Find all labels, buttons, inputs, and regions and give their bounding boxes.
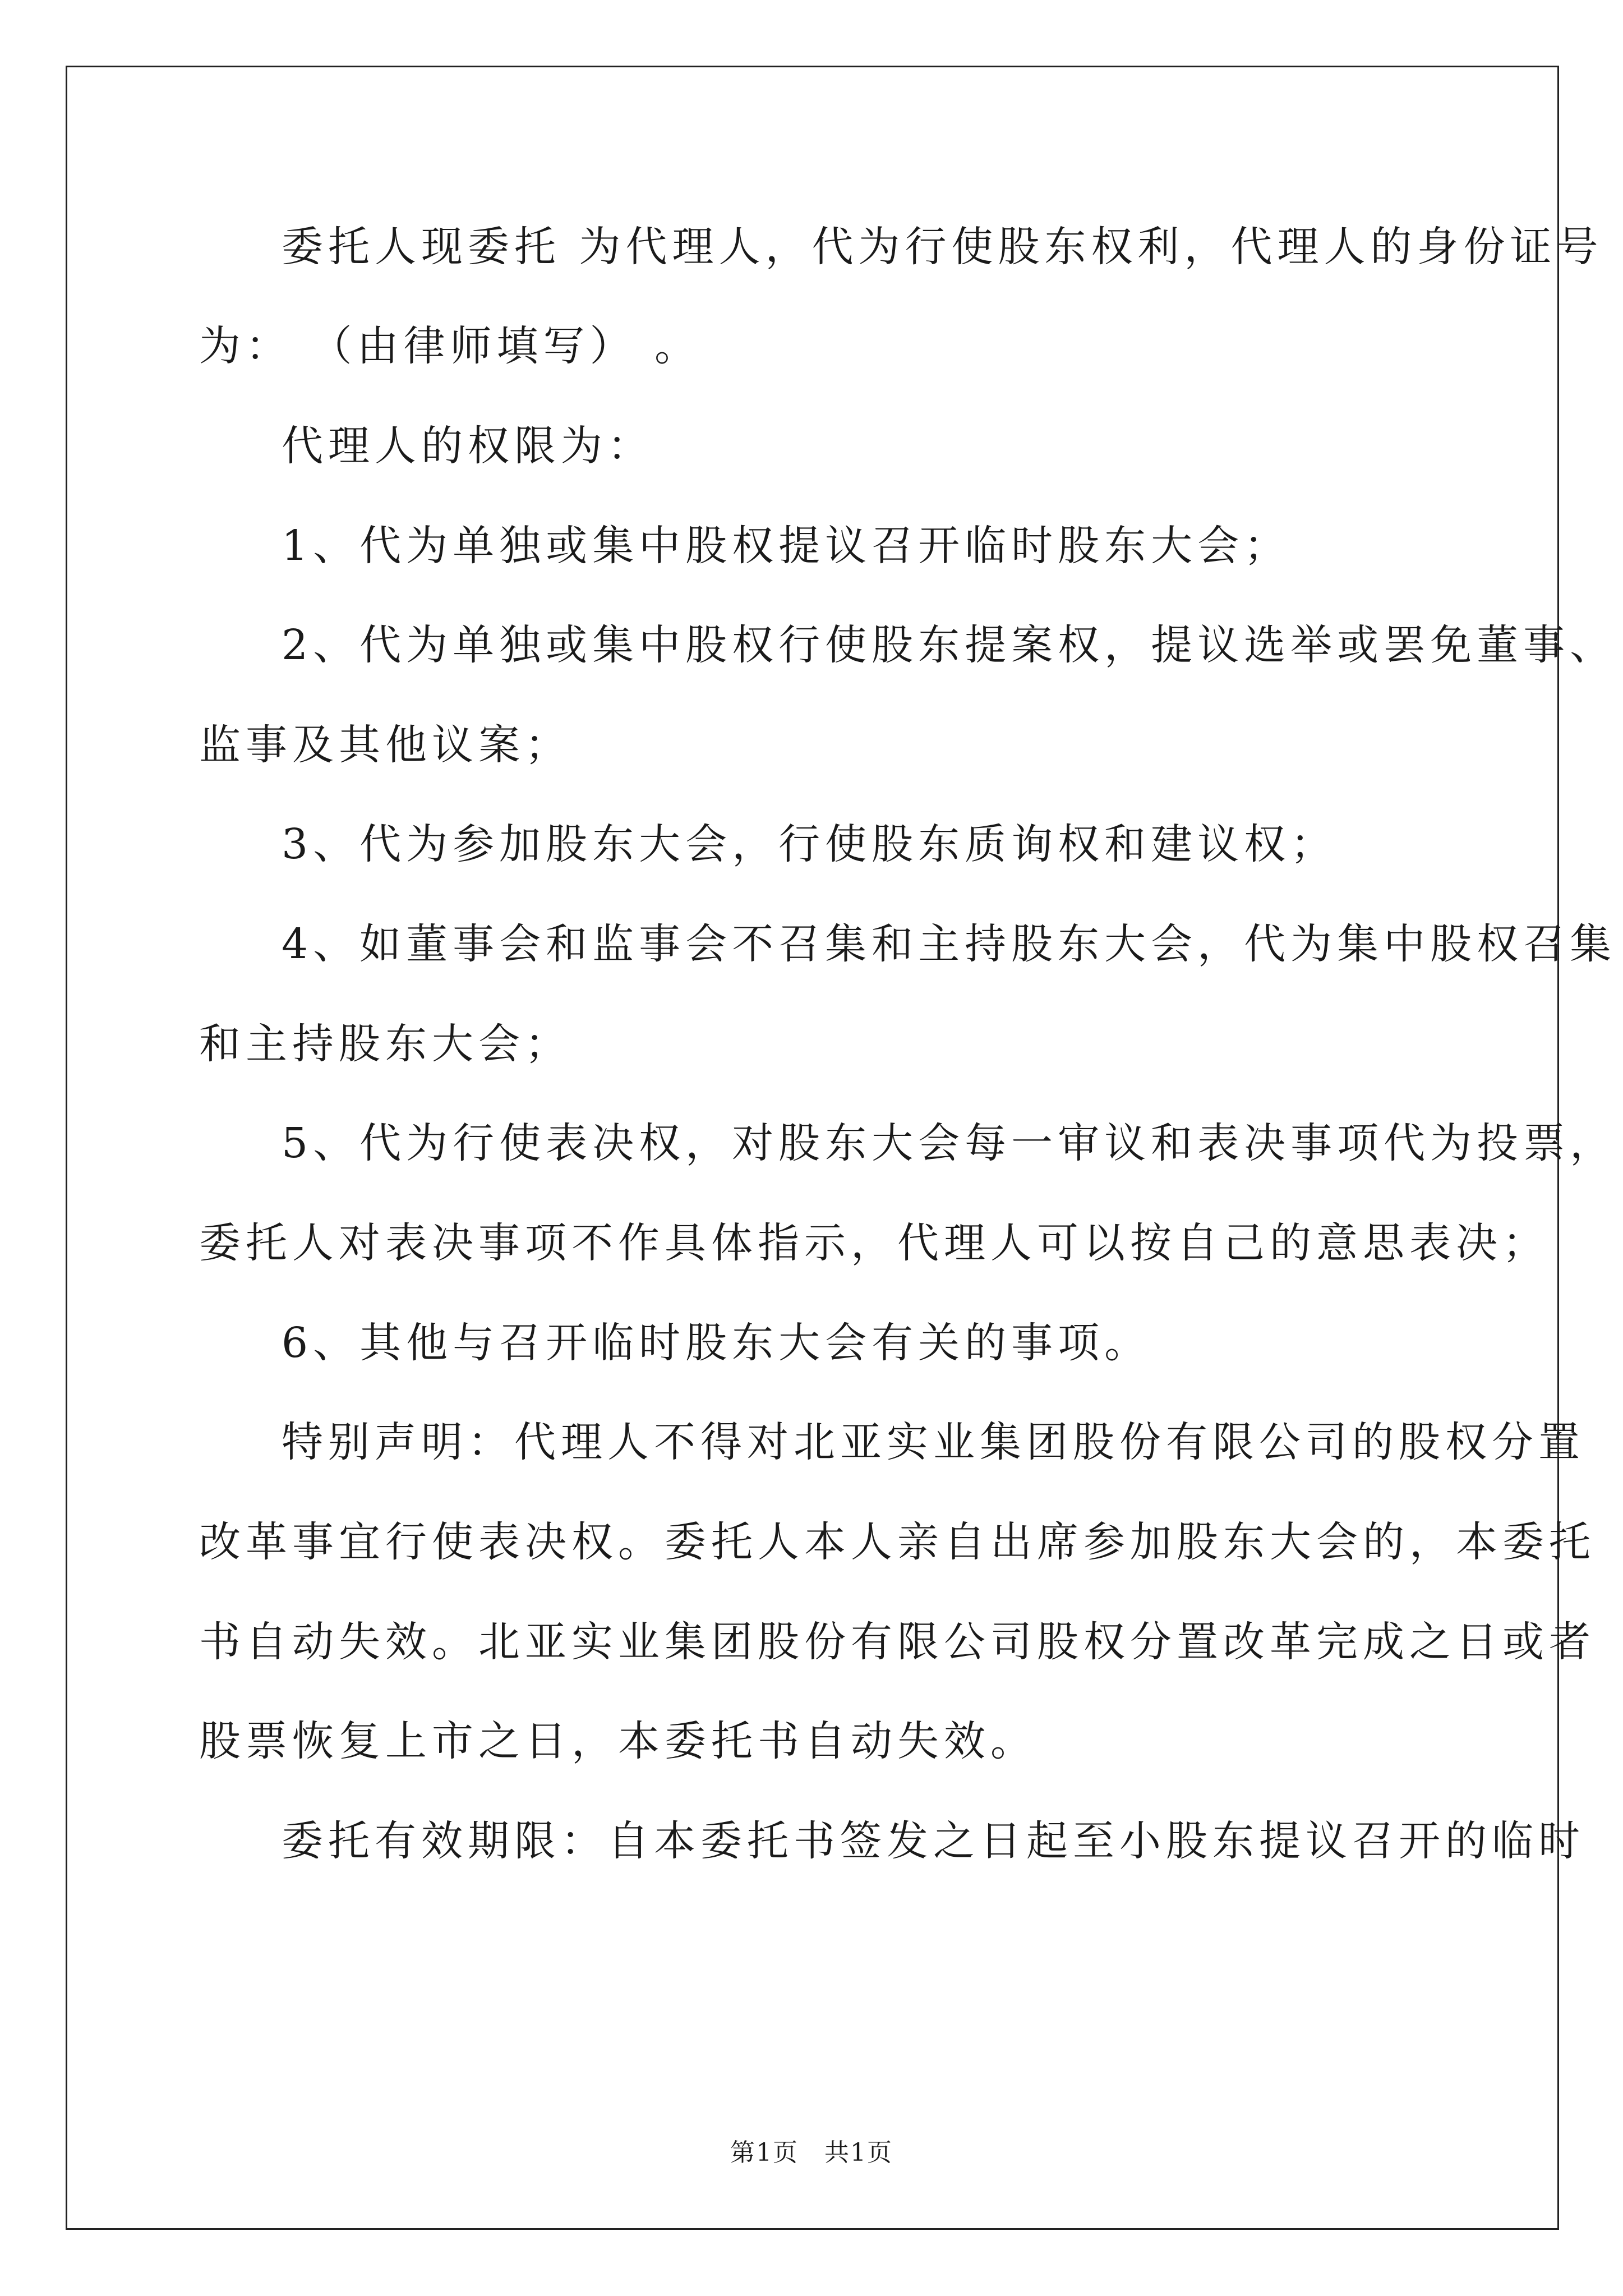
paragraph-line: 4、如董事会和监事会不召集和主持股东大会，代为集中股权召集	[282, 920, 1617, 968]
paragraph-line: 监事及其他议案；	[199, 721, 571, 769]
paragraph-line: 委托有效期限：自本委托书签发之日起至小股东提议召开的临时	[282, 1817, 1585, 1865]
paragraph-line: 代理人的权限为：	[282, 422, 654, 470]
paragraph-line: 和主持股东大会；	[199, 1020, 571, 1068]
paragraph-line: 股票恢复上市之日，本委托书自动失效。	[199, 1717, 1037, 1765]
paragraph-line: 书自动失效。北亚实业集团股份有限公司股权分置改革完成之日或者	[199, 1618, 1596, 1666]
paragraph-line: 1、代为单独或集中股权提议召开临时股东大会；	[282, 522, 1291, 570]
paragraph-line: 6、其他与召开临时股东大会有关的事项。	[282, 1319, 1151, 1367]
paragraph-line: 委托人对表决事项不作具体指示，代理人可以按自己的意思表决；	[199, 1219, 1549, 1267]
paragraph-line: 为： （由律师填写） 。	[199, 322, 702, 370]
page-footer: 第1页 共1页	[730, 2138, 893, 2167]
paragraph-line: 改革事宜行使表决权。委托人本人亲自出席参加股东大会的，本委托	[199, 1518, 1596, 1566]
paragraph-line: 特别声明：代理人不得对北亚实业集团股份有限公司的股权分置	[282, 1418, 1585, 1466]
paragraph-line: 3、代为参加股东大会，行使股东质询权和建议权；	[282, 820, 1338, 868]
paragraph-line: 委托人现委托 为代理人，代为行使股东权利，代理人的身份证号	[282, 223, 1603, 271]
paragraph-line: 5、代为行使表决权，对股东大会每一审议和表决事项代为投票，	[282, 1119, 1617, 1167]
paragraph-line: 2、代为单独或集中股权行使股东提案权，提议选举或罢免董事、	[282, 621, 1617, 669]
